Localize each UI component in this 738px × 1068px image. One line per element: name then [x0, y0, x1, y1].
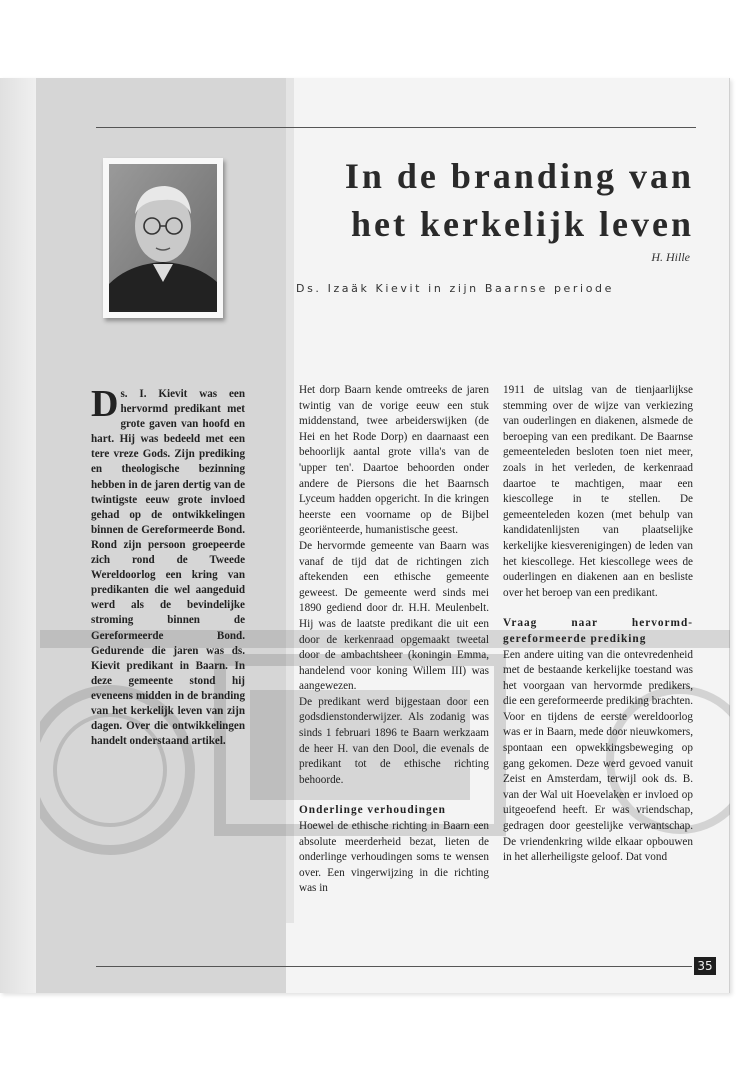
portrait-frame [103, 158, 223, 318]
article-title [296, 152, 694, 248]
body-column-1 [299, 383, 489, 897]
author-name: H. Hille [651, 250, 690, 264]
bottom-rule [96, 966, 692, 967]
section-heading: Onderlinge verhoudingen [299, 804, 446, 817]
title-line-1: In de branding van [344, 156, 694, 196]
paragraph: Hoewel de ethische richting in Baarn een absolute meerderheid bezat, lieten de onderlinge verhoudingen soms te wensen over. Een vingerwijzing in die richting was in [299, 820, 489, 895]
top-rule [96, 127, 696, 128]
paragraph: De predikant werd bijgestaan door een godsdienstonderwijzer. Als zodanig was sinds 1 februari 1896 te Baarn werkzaam de heer H. van den Dool, die evenals de predikant tot de ethische richting behoorde. [299, 695, 489, 786]
title-line-2: het kerkelijk leven [351, 204, 694, 244]
article-subtitle: Ds. Izaäk Kievit in zijn Baarnse periode [296, 282, 614, 295]
paragraph: De hervormde gemeente van Baarn was vanaf de tijd dat de richtingen zich aftekenden een ethische gemeente geweest. De gemeente werd sinds mei 1890 gediend door dr. H.H. Meulenbelt. Hij was de laatste predikant die uit een door de kerkenraad opgemaakt tweetal door de ambachtsheer (koningin Emma, handelend voor koning Willem III) was aangewezen. [299, 539, 489, 693]
page-binding [0, 78, 36, 993]
paragraph: Het dorp Baarn kende omtreeks de jaren twintig van de vorige eeuw een stuk middenstand, twee arbeiderswijken (de Hei en het Rode Dorp) en daarnaast een behoorlijk aantal grote villa's van de 'upper ten'. Daartoe behoorden onder andere de Piersons die het Baarnsch Lyceum hadden opgericht. In die kringen heerste een voorname op de Bijbel georiënteerde, humanistische geest. [299, 384, 489, 537]
paragraph: 1911 de uitslag van de tienjaarlijkse stemming over de wijze van verkiezing van ouderlingen en diakenen, alsmede de beroeping van een predikant. De Baarnse gemeenteleden besloten toen niet meer, zoals in het verleden, de kerkenraad daartoe te machtigen, maar een kiescollege in te stellen. De gemeenteleden kozen (met behulp van kandidatenlijsten van plaatselijke kerkelijke kiesverenigingen) de leden van het kiescollege. Het kiescollege wees de ouderlingen en diakenen aan en besliste over het beroep van een predikant. [503, 384, 693, 599]
paragraph: Een andere uiting van die ontevredenheid met de bestaande kerkelijke toestand was het voorgaan van hervormde predikers, die een gereformeerde prediking brachten. Voor en tijdens de eerste wereldoorlog was er in Baarn, mede door nieuwkomers, spontaan een opwekkingsbeweging op gang gekomen. Deze werd gevoed vanuit Zeist en Amsterdam, terwijl ook ds. B. van der Wal uit Hoevelaken er invloed op uitgeoefend heeft. Er was vriendschap, gedragen door geestelijke verwantschap. De vriendenkring wilde elkaar opbouwen in het allerheiligste geloof. Dat vond [503, 648, 693, 864]
intro-text: s. I. Kievit was een hervormd predikant met grote gaven van hoofd en hart. Hij was bedeeld met een tere vreze Gods. Zijn prediking en theologische bezinning hebben in de jaren dertig van de twintigste eeuw grote invloed gehad op de ontwikkelingen binnen de Gereformeerde Bond. Rond zijn persoon groepeerde zich rond de Tweede Wereldoorlog een kring van predikanten die wel aangeduid werd als de bevindelijke stroming binnen de Gereformeerde Bond. Gedurende die jaren was ds. Kievit predikant in Baarn. In deze gemeente stond hij eveneens midden in de branding van het kerkelijk leven van zijn dagen. Over die ontwikkelingen handelt onderstaand artikel. [91, 388, 245, 748]
page-number: 35 [694, 957, 716, 975]
drop-cap: D [91, 383, 119, 425]
body-column-2 [503, 383, 693, 866]
intro-lead [91, 383, 245, 749]
portrait-photo [109, 164, 217, 312]
section-heading: Vraag naar hervormd-gereformeerde prediking [503, 617, 693, 645]
portrait-image [109, 164, 217, 312]
